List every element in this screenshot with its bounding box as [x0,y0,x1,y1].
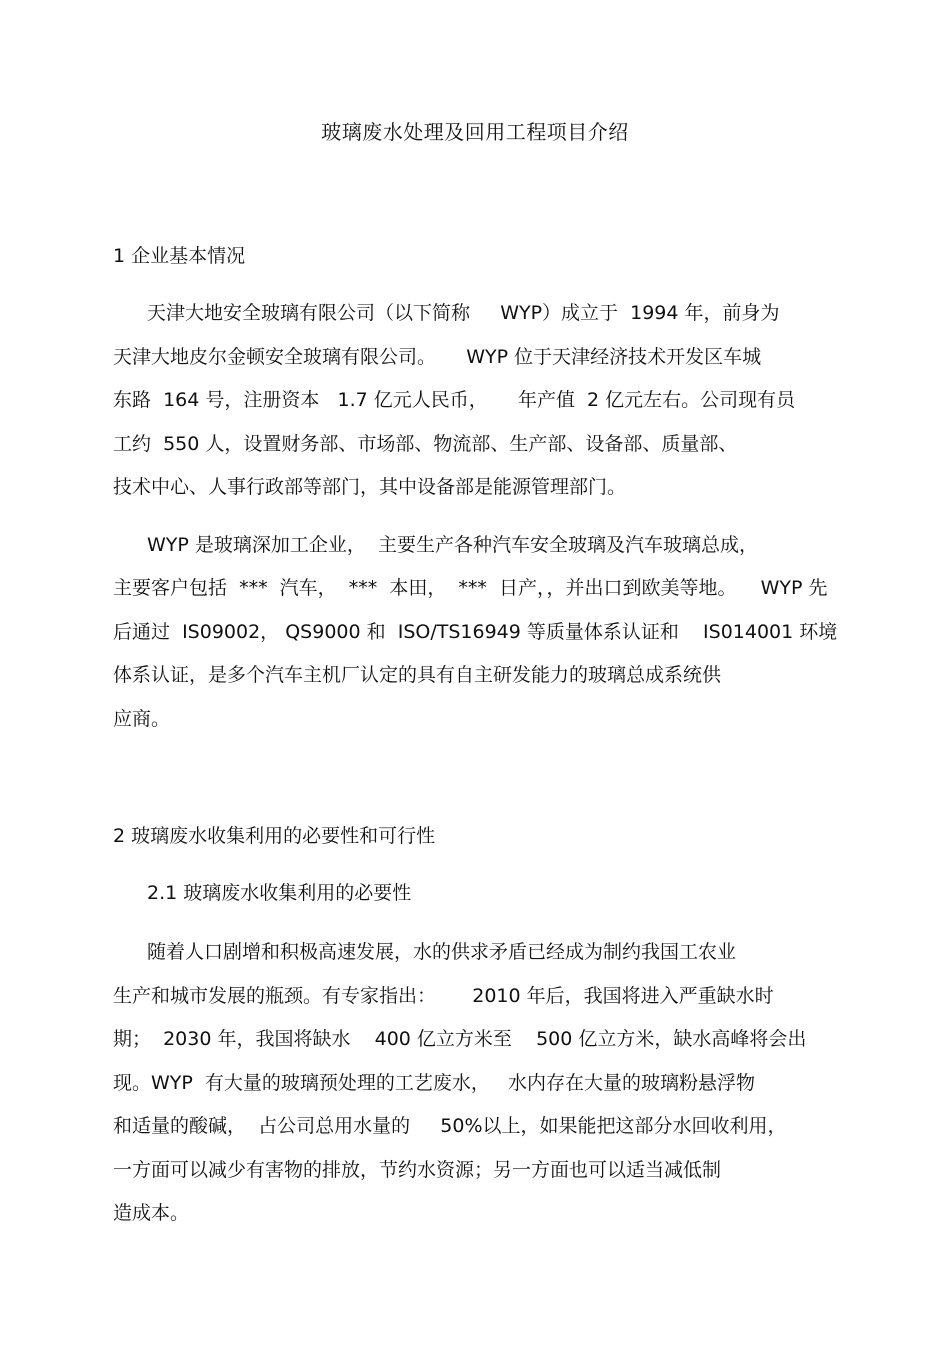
text-line: WYP 是玻璃深加工企业， 主要生产各种汽车安全玻璃及汽车玻璃总成， [147,534,758,556]
text-line: 现。WYP 有大量的玻璃预处理的工艺废水， 水内存在大量的玻璃粉悬浮物 [113,1072,756,1094]
text-line: 随着人口剧增和积极高速发展，水的供求矛盾已经成为制约我国工农业 [147,941,737,963]
text-line: 应商。 [113,708,171,730]
text-line: 和适量的酸碱， 占公司总用水量的 50%以上，如果能把这部分水回收利用， [113,1115,787,1137]
text-line: 造成本。 [113,1202,190,1224]
section-1-heading: 1 企业基本情况 [113,245,246,267]
text-line: 期； 2030 年，我国将缺水 400 亿立方米至 500 亿立方米，缺水高峰将会出 [113,1028,807,1050]
text-line: 主要客户包括 *** 汽车， *** 本田， *** 日产，，并出口到欧美等地。 WYP 先 [113,577,828,599]
text-line: 天津大地皮尔金顿安全玻璃有限公司。 WYP 位于天津经济技术开发区车城 [113,346,762,368]
text-line: 后通过 IS09002， QS9000 和 ISO/TS16949 等质量体系认证和 IS014001 环境 [113,621,838,643]
section-2-1-heading: 2.1 玻璃废水收集利用的必要性 [147,882,412,904]
text-line: 工约 550 人，设置财务部、市场部、物流部、生产部、设备部、质量部、 [113,433,738,455]
text-line: 技术中心、人事行政部等部门，其中设备部是能源管理部门。 [113,476,627,498]
text-line: 体系认证，是多个汽车主机厂认定的具有自主研发能力的玻璃总成系统供 [113,664,722,686]
section-2-heading: 2 玻璃废水收集利用的必要性和可行性 [113,825,436,847]
text-line: 生产和城市发展的瓶颈。有专家指出： 2010 年后，我国将进入严重缺水时 [113,985,774,1007]
page-title: 玻璃废水处理及回用工程项目介绍 [321,120,629,144]
text-line: 天津大地安全玻璃有限公司（以下简称 WYP）成立于 1994 年，前身为 [147,302,780,324]
text-line: 一方面可以减少有害物的排放，节约水资源；另一方面也可以适当减低制 [113,1159,722,1181]
text-line: 东路 164 号，注册资本 1.7 亿元人民币， 年产值 2 亿元左右。公司现有员 [113,389,796,411]
